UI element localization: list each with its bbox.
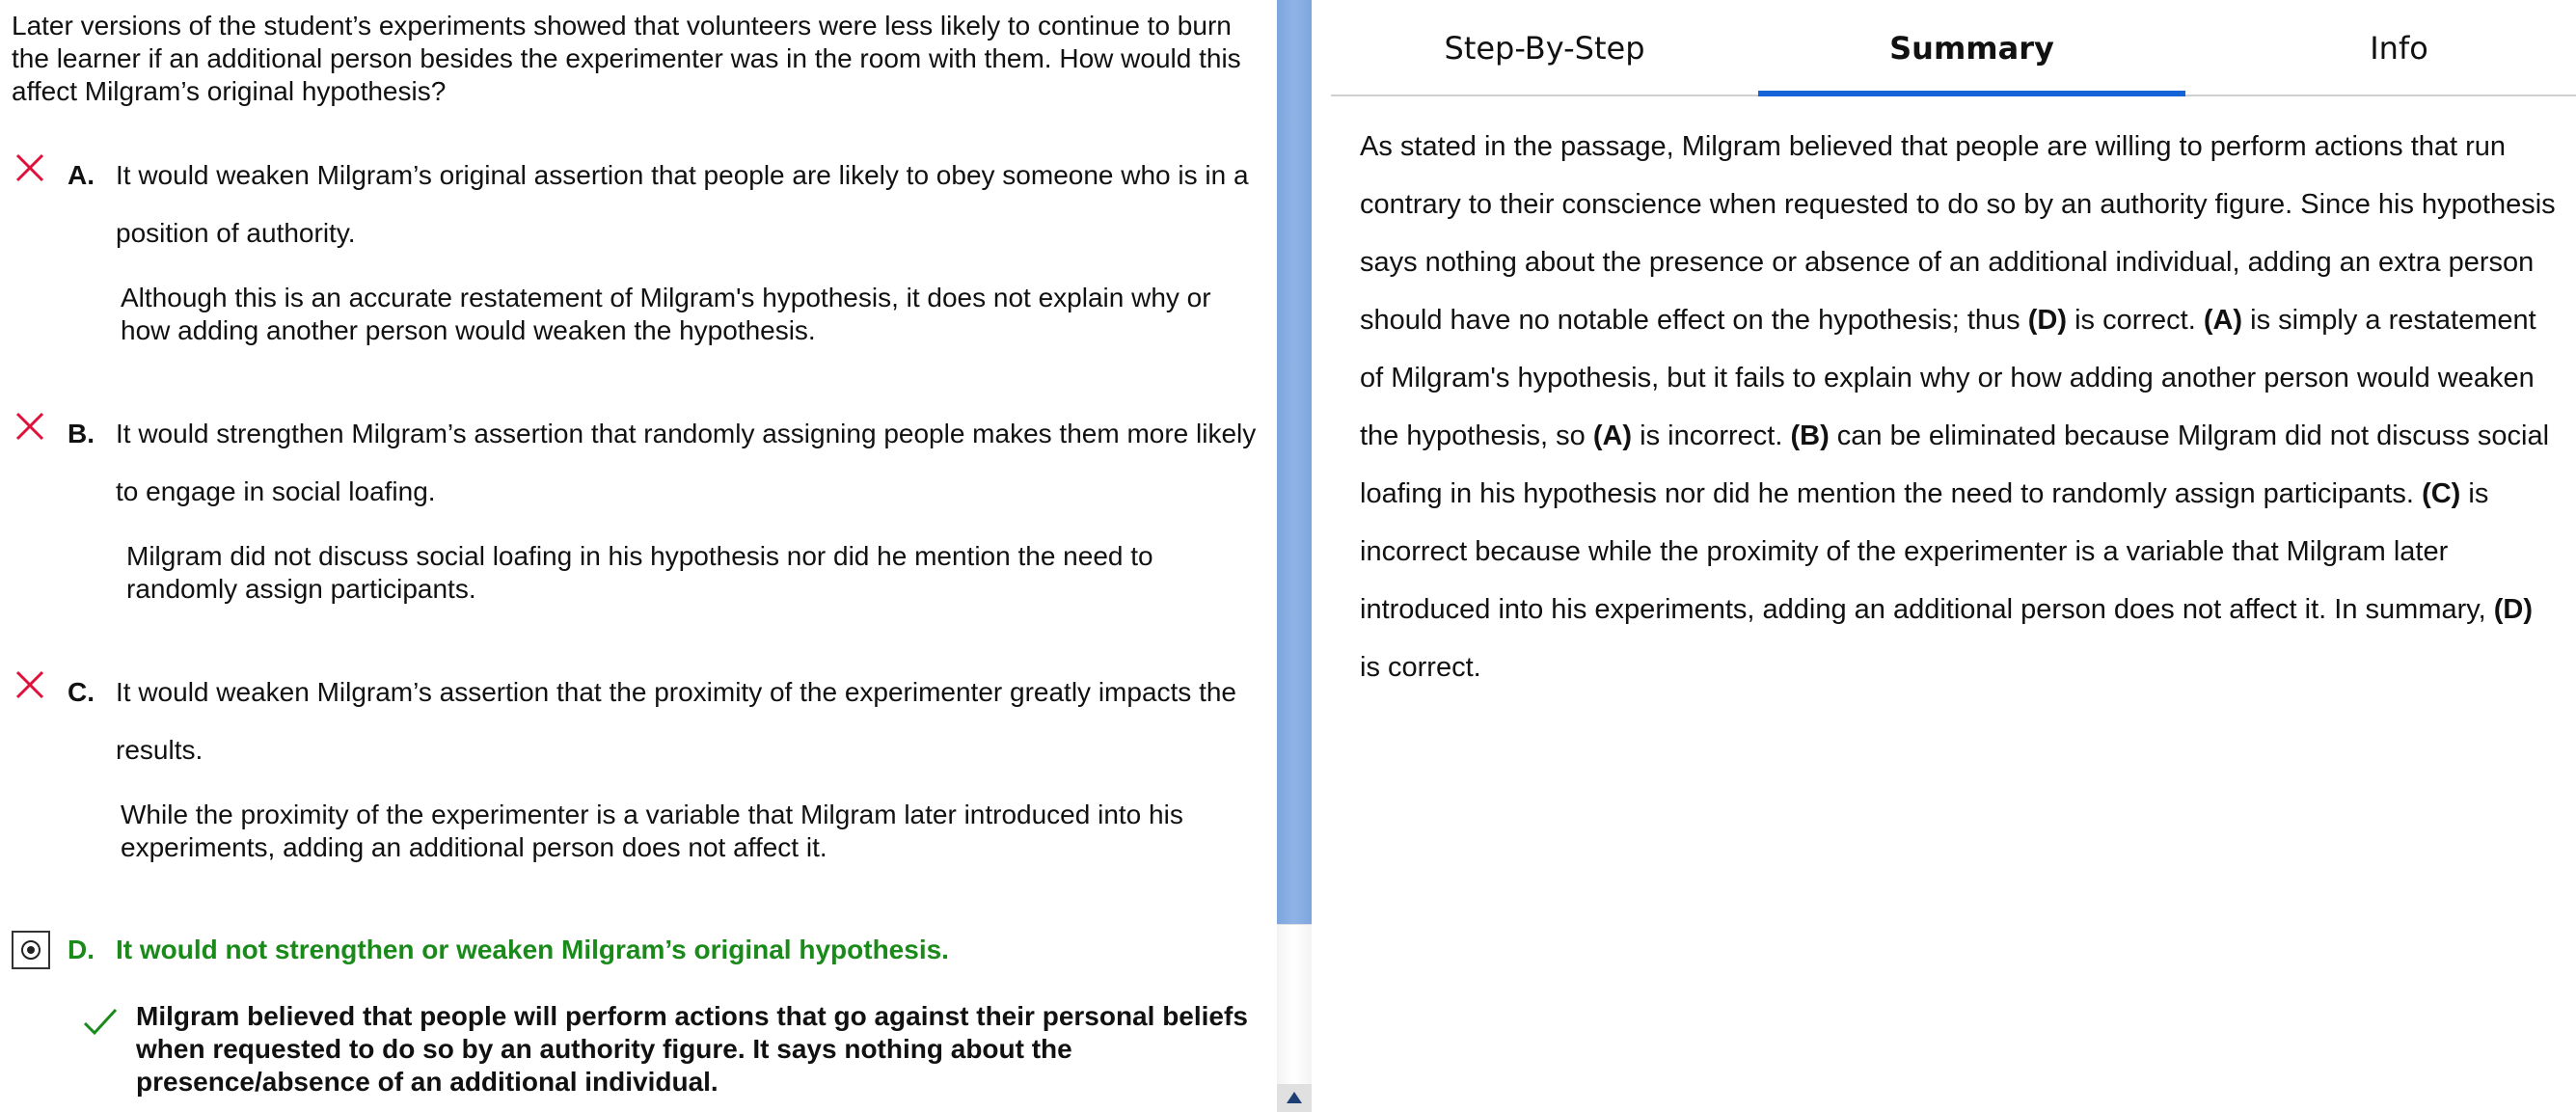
answer-ref-c: (C) bbox=[2422, 478, 2461, 509]
question-pane bbox=[0, 0, 1275, 1112]
choice-text: It would weaken Milgram’s assertion that the proximity of the experimenter greatly impacts the results. bbox=[116, 677, 1236, 765]
summary-segment: is incorrect. bbox=[1632, 420, 1791, 451]
summary-segment: can be eliminated because Milgram did not discuss social loafing in his hypothesis nor did he mention the need to randomly assign participants. bbox=[1360, 420, 2550, 509]
summary-segment: is simply a restatement of Milgram's hypothesis, but it fails to explain why or how adding another person would weaken the hypothesis, so bbox=[1360, 305, 2536, 451]
answer-ref-d: (D) bbox=[2493, 594, 2533, 625]
radio-selected-icon[interactable] bbox=[12, 931, 50, 969]
summary-segment: is incorrect because while the proximity of the experimenter is a variable that Milgram later introduced into his experiments, adding an additional person does not affect it. In summary, bbox=[1360, 478, 2494, 625]
answer-ref-a: (A) bbox=[1592, 420, 1633, 451]
choice-letter: D. bbox=[68, 935, 95, 964]
active-tab-indicator bbox=[1758, 91, 2185, 96]
checkmark-icon bbox=[81, 1006, 120, 1039]
choice-text: It would weaken Milgram’s original assertion that people are likely to obey someone who is in a position of authority. bbox=[116, 160, 1249, 248]
choice-explanation: While the proximity of the experimenter is a variable that Milgram later introduced into his experiments, adding an additional person does not affect it. bbox=[121, 800, 1183, 862]
summary-explanation bbox=[1360, 118, 2556, 696]
incorrect-x-icon bbox=[14, 668, 46, 701]
answer-choice-c[interactable] bbox=[0, 664, 1273, 876]
explanation-tabs bbox=[1331, 0, 2576, 96]
summary-segment: is correct. bbox=[2067, 305, 2204, 336]
radio-dot bbox=[27, 946, 35, 954]
summary-segment: As stated in the passage, Milgram believed that people are willing to perform actions that run contrary to their conscience when requested to do so by an authority figure. Since his hypothesis says nothing about the presence or absence of an additional individual, adding an extra person should have no notable effect on the hypothesis; thus bbox=[1360, 131, 2556, 336]
answer-choice-a[interactable] bbox=[0, 145, 1273, 357]
scroll-up-arrow-icon[interactable] bbox=[1277, 1084, 1312, 1112]
radio-ring bbox=[21, 940, 41, 960]
explanation-pane bbox=[1312, 0, 2576, 1112]
question-stem: Later versions of the student’s experiments showed that volunteers were less likely to continue to burn the learner if an additional person besides the experimenter was in the room with them. How would this affect Milgram’s original hypothesis? bbox=[12, 11, 1241, 106]
answer-ref-b: (B) bbox=[1790, 420, 1830, 451]
choice-letter: B. bbox=[68, 419, 95, 448]
choice-explanation: Milgram did not discuss social loafing in his hypothesis nor did he mention the need to randomly assign participants. bbox=[126, 541, 1153, 604]
correct-explanation: Milgram believed that people will perform actions that go against their personal beliefs when requested to do so by an authority figure. It says nothing about the presence/absence of an additional individual. bbox=[136, 1001, 1248, 1097]
choice-letter: A. bbox=[68, 160, 95, 190]
choice-explanation: Although this is an accurate restatement of Milgram's hypothesis, it does not explain why or how adding another person would weaken the hypothesis. bbox=[121, 283, 1211, 345]
answer-ref-a: (A) bbox=[2203, 305, 2243, 336]
tab-step-by-step[interactable]: Step-By-Step bbox=[1444, 30, 1645, 67]
vertical-scrollbar[interactable] bbox=[1277, 0, 1312, 1112]
choice-letter: C. bbox=[68, 677, 95, 707]
choice-text: It would not strengthen or weaken Milgram’s original hypothesis. bbox=[116, 935, 949, 964]
answer-ref-d: (D) bbox=[2027, 305, 2068, 336]
scrollbar-track[interactable] bbox=[1277, 0, 1312, 924]
incorrect-x-icon bbox=[14, 410, 46, 443]
summary-segment: is correct. bbox=[1360, 652, 1481, 683]
choice-text: It would strengthen Milgram’s assertion that randomly assigning people makes them more likely to engage in social loafing. bbox=[116, 419, 1257, 506]
incorrect-x-icon bbox=[14, 151, 46, 184]
answer-choice-d[interactable] bbox=[0, 931, 1273, 1112]
tab-summary[interactable]: Summary bbox=[1889, 30, 2054, 67]
scrollbar-thumb[interactable] bbox=[1277, 924, 1312, 1085]
answer-choice-b[interactable] bbox=[0, 405, 1273, 617]
tab-info[interactable]: Info bbox=[2370, 30, 2428, 67]
